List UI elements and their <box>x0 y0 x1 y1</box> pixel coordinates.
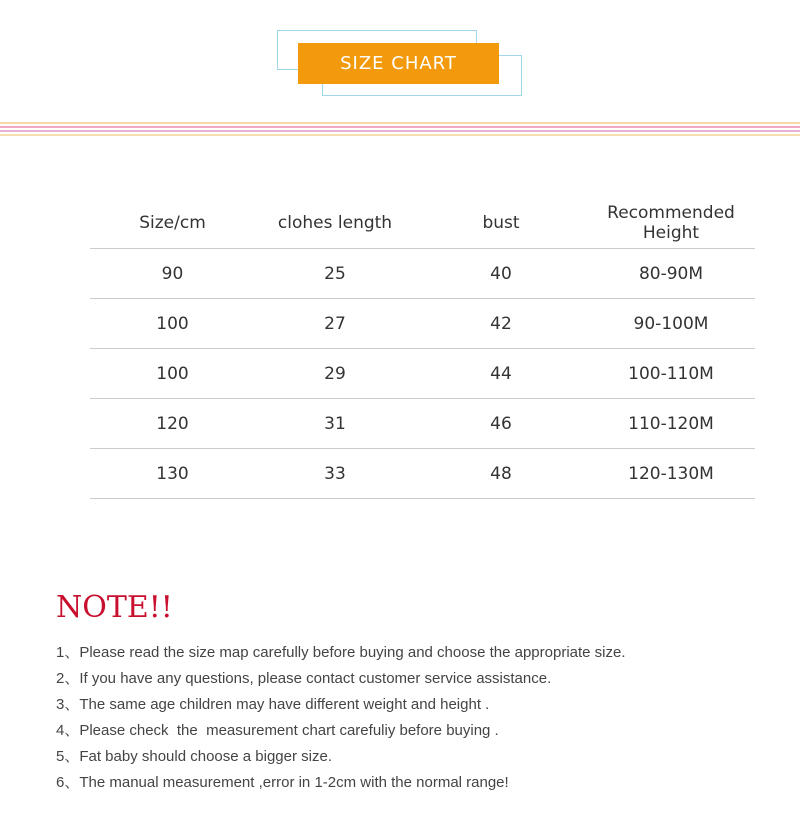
divider-stripe <box>0 134 800 136</box>
table-cell: 46 <box>415 399 587 449</box>
column-header-height: Recommended Height <box>607 203 735 243</box>
note-item: 3、The same age children may have different weight and height . <box>56 696 490 713</box>
size-table <box>90 198 755 499</box>
table-cell: 120 <box>90 399 255 449</box>
note-list <box>56 642 626 798</box>
table-row <box>90 399 755 449</box>
note-heading: NOTE!! <box>56 590 173 625</box>
table-cell: 31 <box>255 399 415 449</box>
table-cell: 90 <box>90 249 255 299</box>
table-row <box>90 249 755 299</box>
table-cell: 48 <box>415 449 587 499</box>
table-row <box>90 449 755 499</box>
divider-stripe <box>0 126 800 128</box>
column-header-bust: bust <box>482 213 520 233</box>
table-cell: 29 <box>255 349 415 399</box>
table-cell: 100-110M <box>587 349 755 399</box>
table-row <box>90 299 755 349</box>
table-cell: 90-100M <box>587 299 755 349</box>
column-header-length: clohes length <box>277 213 393 233</box>
divider-stripe <box>0 130 800 132</box>
table-cell: 25 <box>255 249 415 299</box>
table-cell: 130 <box>90 449 255 499</box>
note-item: 4、Please check the measurement chart carefuliy before buying . <box>56 722 499 739</box>
table-cell: 44 <box>415 349 587 399</box>
note-item: 2、If you have any questions, please contact customer service assistance. <box>56 670 552 687</box>
table-cell: 27 <box>255 299 415 349</box>
table-cell: 100 <box>90 349 255 399</box>
divider-stripe <box>0 122 800 124</box>
table-header-row <box>90 198 755 249</box>
table-cell: 80-90M <box>587 249 755 299</box>
note-item: 5、Fat baby should choose a bigger size. <box>56 748 332 765</box>
table-cell: 110-120M <box>587 399 755 449</box>
note-item: 6、The manual measurement ,error in 1-2cm with the normal range! <box>56 774 509 791</box>
table-cell: 100 <box>90 299 255 349</box>
note-item: 1、Please read the size map carefully before buying and choose the appropriate size. <box>56 644 626 661</box>
table-cell: 42 <box>415 299 587 349</box>
column-header-size: Size/cm <box>139 213 206 233</box>
header-banner <box>0 0 800 140</box>
table-cell: 40 <box>415 249 587 299</box>
table-row <box>90 349 755 399</box>
table-cell: 33 <box>255 449 415 499</box>
table-cell: 120-130M <box>587 449 755 499</box>
page-title: SIZE CHART <box>298 43 499 84</box>
